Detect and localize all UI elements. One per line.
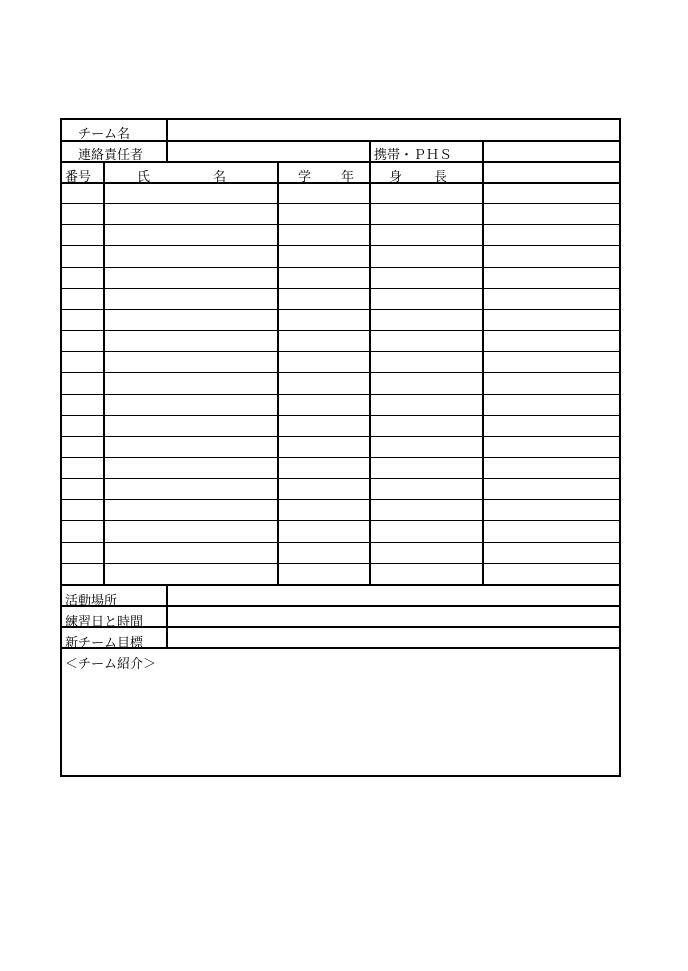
- extra-cell[interactable]: [482, 563, 619, 584]
- extra-cell[interactable]: [482, 520, 619, 541]
- extra-cell[interactable]: [482, 478, 619, 499]
- extra-cell[interactable]: [482, 203, 619, 224]
- number-cell[interactable]: [62, 415, 103, 436]
- registration-form: [60, 118, 621, 777]
- height-cell[interactable]: [369, 457, 482, 478]
- height-cell[interactable]: [369, 542, 482, 563]
- number-cell[interactable]: [62, 457, 103, 478]
- number-cell[interactable]: [62, 330, 103, 351]
- name-cell[interactable]: [103, 520, 277, 541]
- table-row: [62, 394, 619, 415]
- grid-line: [62, 584, 619, 586]
- table-row: [62, 182, 619, 203]
- grade-cell[interactable]: [277, 520, 369, 541]
- height-cell[interactable]: [369, 288, 482, 309]
- height-cell[interactable]: [369, 499, 482, 520]
- team-name-label: チーム名: [78, 127, 131, 142]
- table-row: [62, 563, 619, 584]
- grid-line: [62, 605, 619, 607]
- extra-cell[interactable]: [482, 436, 619, 457]
- grade-cell[interactable]: [277, 351, 369, 372]
- table-row: [62, 203, 619, 224]
- extra-cell[interactable]: [482, 394, 619, 415]
- extra-cell[interactable]: [482, 267, 619, 288]
- name-cell[interactable]: [103, 478, 277, 499]
- table-row: [62, 309, 619, 330]
- name-cell[interactable]: [103, 415, 277, 436]
- table-row: [62, 267, 619, 288]
- team-intro-label: ＜チーム紹介＞: [65, 657, 157, 672]
- team-name-field[interactable]: [167, 120, 621, 140]
- grid-line: [62, 647, 619, 649]
- height-cell[interactable]: [369, 520, 482, 541]
- activity-place-label: 活動場所: [65, 594, 118, 609]
- grid-line: [166, 584, 168, 647]
- grade-cell[interactable]: [277, 203, 369, 224]
- name-cell[interactable]: [103, 351, 277, 372]
- height-cell[interactable]: [369, 372, 482, 393]
- name-cell[interactable]: [103, 330, 277, 351]
- number-cell[interactable]: [62, 203, 103, 224]
- number-cell[interactable]: [62, 224, 103, 245]
- table-row: [62, 245, 619, 266]
- number-cell[interactable]: [62, 267, 103, 288]
- height-cell[interactable]: [369, 563, 482, 584]
- grade-cell[interactable]: [277, 224, 369, 245]
- number-cell[interactable]: [62, 542, 103, 563]
- extra-cell[interactable]: [482, 245, 619, 266]
- number-cell[interactable]: [62, 372, 103, 393]
- column-header-height-first: 身: [389, 170, 403, 185]
- extra-cell[interactable]: [482, 372, 619, 393]
- grade-cell[interactable]: [277, 330, 369, 351]
- height-cell[interactable]: [369, 309, 482, 330]
- grade-cell[interactable]: [277, 309, 369, 330]
- height-cell[interactable]: [369, 415, 482, 436]
- name-cell[interactable]: [103, 182, 277, 203]
- number-cell[interactable]: [62, 563, 103, 584]
- grid-line: [62, 140, 619, 142]
- name-cell[interactable]: [103, 542, 277, 563]
- number-cell[interactable]: [62, 288, 103, 309]
- grid-line: [62, 626, 619, 628]
- grid-line: [369, 140, 371, 161]
- extra-cell[interactable]: [482, 415, 619, 436]
- name-cell[interactable]: [103, 457, 277, 478]
- name-cell[interactable]: [103, 309, 277, 330]
- number-cell[interactable]: [62, 245, 103, 266]
- height-cell[interactable]: [369, 182, 482, 203]
- height-cell[interactable]: [369, 203, 482, 224]
- grade-cell[interactable]: [277, 182, 369, 203]
- extra-cell[interactable]: [482, 309, 619, 330]
- name-cell[interactable]: [103, 224, 277, 245]
- height-cell[interactable]: [369, 267, 482, 288]
- grade-cell[interactable]: [277, 288, 369, 309]
- height-cell[interactable]: [369, 245, 482, 266]
- team-intro-field[interactable]: [62, 651, 619, 777]
- number-cell[interactable]: [62, 520, 103, 541]
- table-row: [62, 372, 619, 393]
- name-cell[interactable]: [103, 267, 277, 288]
- name-cell[interactable]: [103, 436, 277, 457]
- grade-cell[interactable]: [277, 457, 369, 478]
- extra-cell[interactable]: [482, 499, 619, 520]
- number-cell[interactable]: [62, 478, 103, 499]
- name-cell[interactable]: [103, 499, 277, 520]
- table-row: [62, 224, 619, 245]
- grade-cell[interactable]: [277, 372, 369, 393]
- column-header-number: 番号: [65, 170, 92, 185]
- name-cell[interactable]: [103, 245, 277, 266]
- height-cell[interactable]: [369, 394, 482, 415]
- phone-label: 携帯・ＰＨＳ: [374, 148, 453, 163]
- table-row: [62, 330, 619, 351]
- grade-cell[interactable]: [277, 499, 369, 520]
- table-row: [62, 478, 619, 499]
- column-header-name-second: 名: [213, 170, 227, 185]
- team-goal-label: 新チーム目標: [65, 636, 144, 651]
- grid-line: [166, 120, 168, 161]
- height-cell[interactable]: [369, 224, 482, 245]
- height-cell[interactable]: [369, 478, 482, 499]
- practice-time-label: 練習日と時間: [65, 615, 144, 630]
- extra-cell[interactable]: [482, 182, 619, 203]
- name-cell[interactable]: [103, 203, 277, 224]
- number-cell[interactable]: [62, 351, 103, 372]
- extra-cell[interactable]: [482, 542, 619, 563]
- grade-cell[interactable]: [277, 267, 369, 288]
- name-cell[interactable]: [103, 288, 277, 309]
- number-cell[interactable]: [62, 182, 103, 203]
- height-cell[interactable]: [369, 330, 482, 351]
- table-row: [62, 436, 619, 457]
- grade-cell[interactable]: [277, 436, 369, 457]
- grid-line: [62, 161, 619, 163]
- grade-cell[interactable]: [277, 542, 369, 563]
- column-header-grade-second: 年: [341, 170, 355, 185]
- height-cell[interactable]: [369, 351, 482, 372]
- grade-cell[interactable]: [277, 478, 369, 499]
- grade-cell[interactable]: [277, 245, 369, 266]
- name-cell[interactable]: [103, 372, 277, 393]
- extra-cell[interactable]: [482, 288, 619, 309]
- name-cell[interactable]: [103, 394, 277, 415]
- number-cell[interactable]: [62, 394, 103, 415]
- grade-cell[interactable]: [277, 415, 369, 436]
- name-cell[interactable]: [103, 563, 277, 584]
- table-row: [62, 542, 619, 563]
- extra-cell[interactable]: [482, 224, 619, 245]
- grade-cell[interactable]: [277, 563, 369, 584]
- table-row: [62, 415, 619, 436]
- height-cell[interactable]: [369, 436, 482, 457]
- extra-cell[interactable]: [482, 457, 619, 478]
- contact-person-label: 連絡責任者: [78, 148, 144, 163]
- number-cell[interactable]: [62, 499, 103, 520]
- column-header-grade-first: 学: [298, 170, 312, 185]
- table-row: [62, 457, 619, 478]
- contact-person-field[interactable]: [167, 141, 369, 162]
- grade-cell[interactable]: [277, 394, 369, 415]
- number-cell[interactable]: [62, 309, 103, 330]
- extra-cell[interactable]: [482, 330, 619, 351]
- column-header-height-second: 長: [434, 170, 448, 185]
- phone-field[interactable]: [483, 141, 621, 162]
- table-row: [62, 499, 619, 520]
- table-row: [62, 351, 619, 372]
- grid-line: [482, 140, 484, 161]
- column-header-name-first: 氏: [137, 170, 151, 185]
- table-row: [62, 288, 619, 309]
- extra-cell[interactable]: [482, 351, 619, 372]
- table-row: [62, 520, 619, 541]
- number-cell[interactable]: [62, 436, 103, 457]
